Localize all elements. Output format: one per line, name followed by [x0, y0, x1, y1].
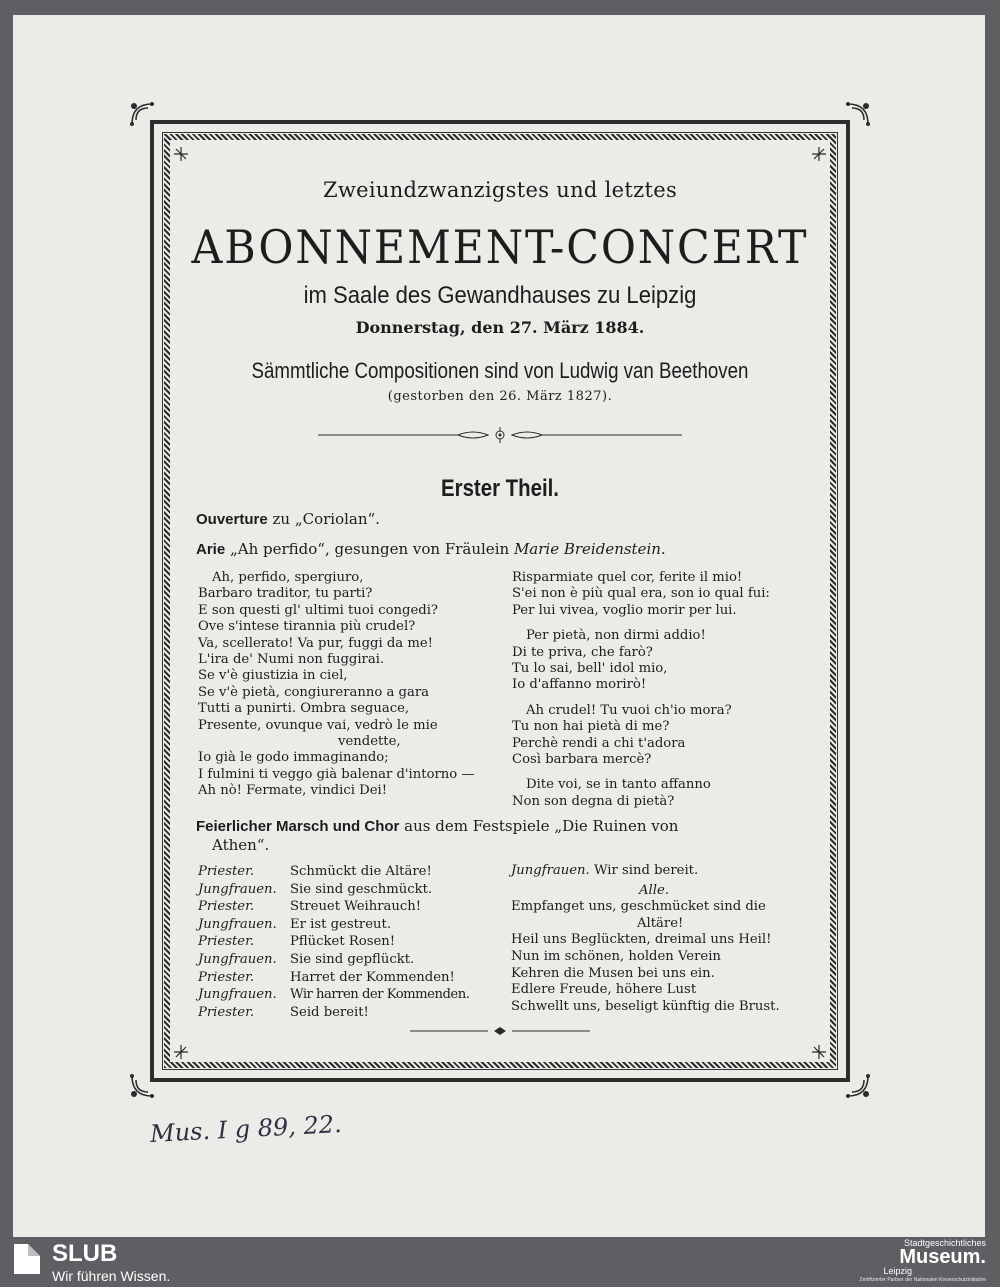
lyric-line: Io d'affanno morirò!: [512, 677, 647, 693]
arie-singer: Marie Breidenstein.: [513, 540, 666, 558]
lyric-line: Risparmiate quel cor, ferite il mio!: [512, 570, 743, 585]
lyric-line: Perchè rendi a chi t'adora: [512, 735, 686, 751]
lyric-line: Ove s'intese tirannia più crudel?: [198, 619, 416, 635]
dialogue-row: [511, 863, 780, 880]
dialogue-line: Wir sind bereit.: [593, 863, 699, 878]
slub-tagline: Wir führen Wissen.: [52, 1268, 171, 1284]
speaker: Jungfrauen.: [198, 987, 277, 1003]
speaker: Priester.: [198, 899, 255, 915]
chor-dialogue-right: [511, 863, 780, 1015]
lyric-line: Dite voi, se in tanto affanno: [526, 777, 711, 793]
corner-ornament-icon: [844, 100, 872, 128]
speaker: Jungfrauen.: [198, 881, 277, 897]
speaker-alle: Alle.: [639, 882, 669, 898]
lyric-line: Per lui vivea, voglio morir per lui.: [512, 602, 737, 618]
dialogue-row: [198, 951, 469, 969]
dialogue-line: Harret der Kommenden!: [290, 969, 455, 985]
lyric-line: Io già le godo immaginando;: [198, 750, 389, 766]
museum-city: Leipzig: [883, 1266, 912, 1276]
dialogue-line: Streuet Weihrauch!: [290, 899, 422, 915]
lyric-line: Di te priva, che farò?: [512, 644, 653, 660]
dialogue-line: Schmückt die Altäre!: [290, 864, 432, 879]
speaker: Jungfrauen.: [511, 863, 590, 878]
lyric-line: Se v'è giustizia in ciel,: [198, 668, 348, 684]
lyric-line: Tu non hai pietà di me?: [512, 719, 670, 735]
marsch-title-continued: Athen“.: [212, 836, 270, 854]
museum-label: Stadtgeschichtliches: [903, 1238, 986, 1248]
dialogue-row: [198, 898, 469, 916]
overture-label: Ouverture: [196, 511, 268, 528]
inner-corner-ornament-icon: [810, 1043, 828, 1061]
lyric-line: Ah nò! Fermate, vindici Dei!: [198, 783, 388, 799]
arie-lyrics-right: [512, 570, 770, 810]
lyric-line: Non son degna di pietà?: [512, 793, 675, 809]
lyric-line: Per pietà, non dirmi addio!: [526, 628, 706, 644]
speaker: Priester.: [198, 1004, 255, 1020]
lyric-line: S'ei non è più qual era, son io qual fui:: [512, 586, 770, 602]
dialogue-line: Heil uns Beglückten, dreimal uns Heil!: [511, 932, 772, 948]
page-title: ABONNEMENT-CONCERT: [191, 220, 809, 274]
composer-line: Sämmtliche Compositionen sind von Ludwig van Beethoven: [251, 358, 749, 383]
dialogue-row: [198, 969, 469, 987]
lyric-line: Tutti a punirti. Ombra seguace,: [198, 701, 410, 717]
overture-title: zu „Coriolan“.: [272, 510, 380, 528]
lyric-line: Barbaro traditor, tu parti?: [198, 586, 373, 602]
dialogue-line: Sie sind gepflückt.: [290, 951, 415, 967]
concert-date: Donnerstag, den 27. März 1884.: [355, 318, 645, 337]
slub-logo-icon: [8, 1240, 46, 1278]
dialogue-line: Seid bereit!: [290, 1004, 369, 1020]
inner-corner-ornament-icon: [810, 145, 828, 163]
speaker: Jungfrauen.: [198, 951, 277, 967]
dialogue-row: [198, 986, 469, 1004]
slub-name: SLUB: [52, 1240, 118, 1267]
dialogue-row: [198, 916, 469, 934]
ornamental-divider-icon: [410, 1025, 590, 1037]
venue-line: im Saale des Gewandhauses zu Leipzig: [303, 282, 697, 309]
programme-item-arie: [196, 540, 666, 558]
dialogue-line: Er ist gestreut.: [290, 916, 392, 932]
lyric-line: Presente, ovunque vai, vedrò le mie: [198, 717, 438, 733]
dialogue-line: Empfanget uns, geschmücket sind die: [511, 899, 766, 915]
dialogue-row: [198, 933, 469, 951]
programme-item-marsch: [196, 817, 678, 835]
heading-subtitle: Zweiundzwanzigstes und letztes: [322, 178, 678, 202]
museum-name: Museum.: [899, 1246, 986, 1268]
museum-certification: Zertifizierter Partner der Nationalen Kinoerschutzinitiative: [859, 1277, 986, 1283]
corner-ornament-icon: [128, 1072, 156, 1100]
lyric-line: E son questi gl' ultimi tuoi congedi?: [198, 602, 438, 618]
inner-corner-ornament-icon: [172, 1043, 190, 1061]
dialogue-line: Wir harren der Kommenden.: [290, 987, 470, 1003]
dialogue-line: Nun im schönen, holden Verein: [511, 948, 721, 964]
marsch-label: Feierlicher Marsch und Chor: [196, 818, 400, 835]
dialogue-line: Schwellt uns, beseligt künftig die Brust.: [511, 998, 780, 1014]
dialogue-line: Kehren die Musen bei uns ein.: [511, 965, 715, 981]
dialogue-line: Sie sind geschmückt.: [290, 881, 433, 897]
arie-title: „Ah perfido“, gesungen von Fräulein: [229, 540, 510, 558]
lyric-line: L'ira de' Numi non fuggirai.: [198, 652, 385, 668]
handwritten-shelfmark: Mus. I g 89, 22.: [149, 1110, 343, 1148]
dialogue-line: Edlere Freude, höhere Lust: [511, 982, 697, 998]
speaker: Priester.: [198, 969, 255, 985]
dialogue-row: [198, 1004, 469, 1022]
programme-item-overture: [196, 510, 380, 528]
chor-dialogue-left: [198, 863, 469, 1021]
arie-label: Arie: [196, 541, 226, 558]
arie-lyrics-left: [198, 570, 475, 800]
lyric-line: Così barbara mercè?: [512, 752, 652, 768]
lyric-line: vendette,: [338, 734, 401, 750]
lyric-line: Tu lo sai, bell' idol mio,: [512, 661, 668, 677]
speaker: Priester.: [198, 864, 255, 879]
ornamental-divider-icon: [318, 425, 682, 445]
inner-corner-ornament-icon: [172, 145, 190, 163]
composer-death-note: (gestorben den 26. März 1827).: [387, 389, 613, 404]
corner-ornament-icon: [844, 1072, 872, 1100]
lyric-line: Ah crudel! Tu vuoi ch'io mora?: [526, 702, 732, 718]
section-title: Erster Theil.: [441, 475, 559, 502]
speaker: Jungfrauen.: [198, 916, 277, 932]
dialogue-line: Pflücket Rosen!: [290, 934, 396, 950]
marsch-title: aus dem Festspiele „Die Ruinen von: [404, 817, 679, 835]
speaker: Priester.: [198, 934, 255, 950]
dialogue-line: Altäre!: [637, 915, 684, 931]
lyric-line: I fulmini ti veggo già balenar d'intorno —: [198, 766, 475, 782]
lyric-line: Ah, perfido, spergiuro,: [212, 570, 364, 585]
lyric-line: Va, scellerato! Va pur, fuggi da me!: [198, 635, 433, 651]
dialogue-row: [198, 863, 469, 881]
dialogue-row: [198, 881, 469, 899]
corner-ornament-icon: [128, 100, 156, 128]
lyric-line: Se v'è pietà, congiureranno a gara: [198, 684, 430, 700]
